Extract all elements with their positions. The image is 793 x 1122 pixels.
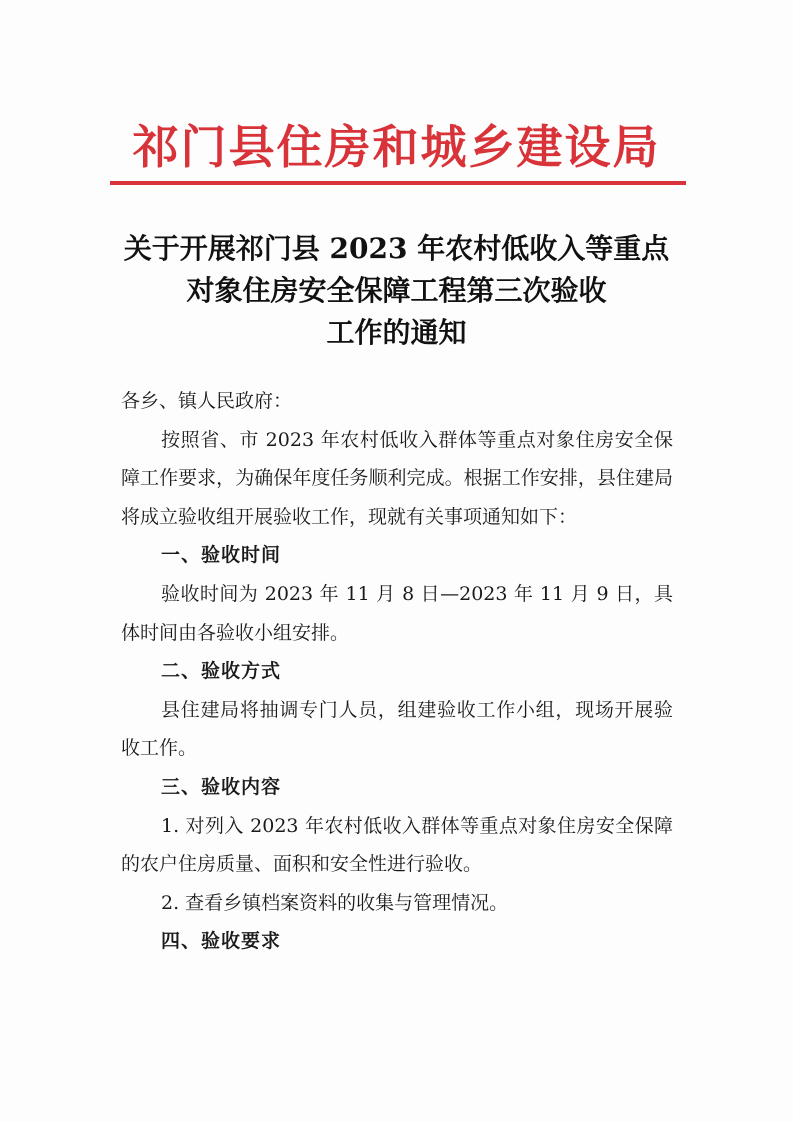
section-text-method: 县住建局将抽调专门人员，组建验收工作小组，现场开展验收工作。 bbox=[121, 698, 673, 760]
title-line-1: 关于开展祁门县 2023 年农村低收入等重点 bbox=[123, 232, 670, 265]
masthead-red-rule bbox=[110, 181, 686, 185]
title-line-2: 对象住房安全保障工程第三次验收 bbox=[186, 274, 607, 307]
salutation: 各乡、镇人民政府： bbox=[121, 390, 293, 412]
section-heading-time: 一、验收时间 bbox=[161, 544, 282, 567]
document-title bbox=[90, 228, 703, 354]
intro-paragraph: 按照省、市 2023 年农村低收入群体等重点对象住房安全保障工作要求，为确保年度任务顺利完成。根据工作安排，县住建局将成立验收组开展验收工作，现就有关事项通知如下： bbox=[121, 428, 673, 528]
section-heading-content: 三、验收内容 bbox=[161, 775, 282, 798]
content-item-2: 2. 查看乡镇档案资料的收集与管理情况。 bbox=[161, 891, 509, 914]
title-line-3: 工作的通知 bbox=[326, 316, 467, 349]
content-item-1: 1. 对列入 2023 年农村低收入群体等重点对象住房安全保障的农户住房质量、面积和安全性进行验收。 bbox=[121, 814, 673, 876]
section-heading-method: 二、验收方式 bbox=[161, 660, 282, 683]
section-text-time: 验收时间为 2023 年 11 月 8 日—2023 年 11 月 9 日，具体时间由各验收小组安排。 bbox=[121, 582, 673, 644]
agency-masthead: 祁门县住房和城乡建设局 bbox=[132, 120, 661, 174]
document-body bbox=[121, 382, 673, 961]
section-heading-requirements: 四、验收要求 bbox=[161, 930, 282, 953]
